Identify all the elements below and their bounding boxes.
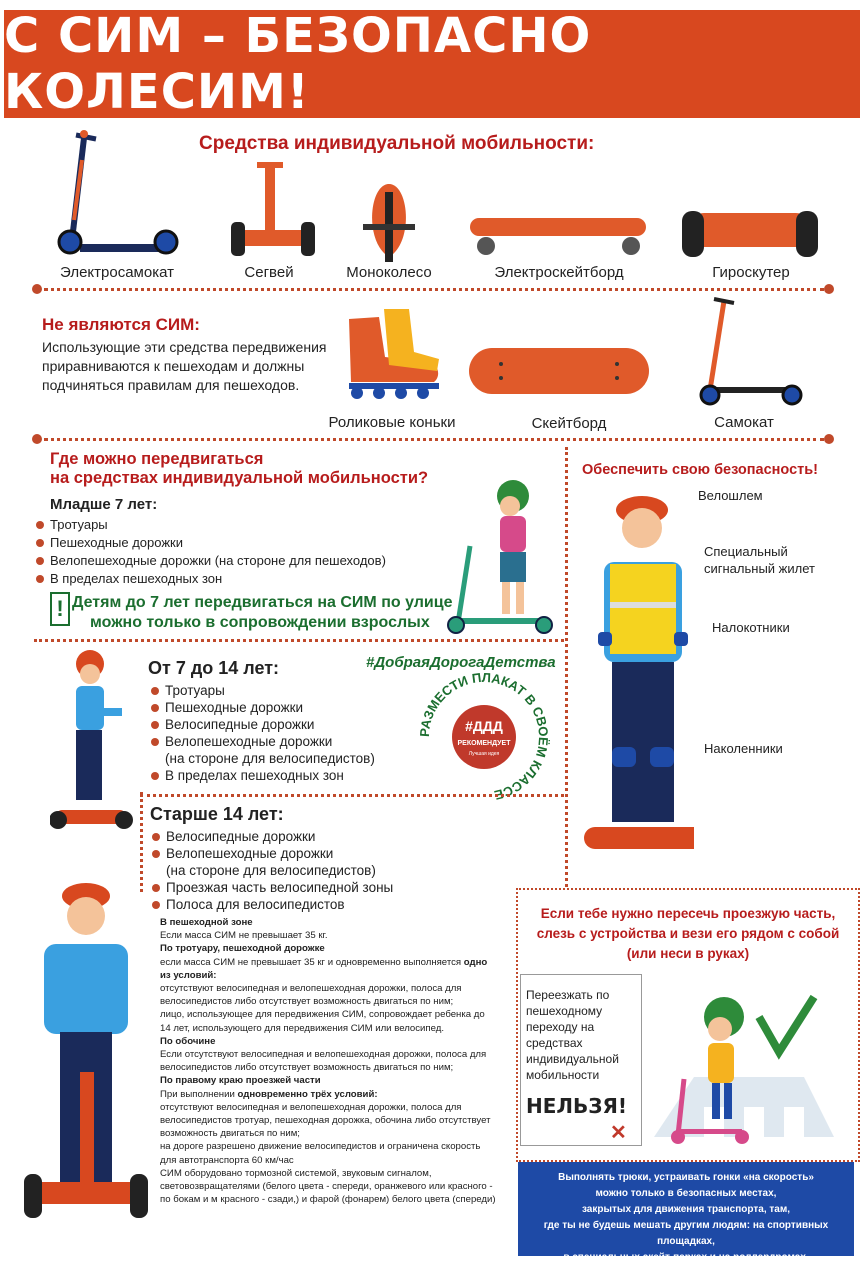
over14-list	[150, 828, 430, 913]
list-item: (на стороне для велосипедистов)	[165, 751, 375, 766]
warning-line2: можно только в сопровождении взрослых	[90, 614, 430, 631]
stamp-center-mid: РЕКОМЕНДУЕТ	[457, 740, 511, 747]
not-sim-label-scooter: Самокат	[714, 414, 774, 431]
sim-label-monowheel: Моноколесо	[346, 264, 432, 281]
not-sim-label-skateboard: Скейтборд	[531, 415, 607, 432]
child-segway-illustration	[50, 650, 136, 840]
sim-label-escooter: Электросамокат	[60, 264, 174, 281]
cross-icon: ✕	[610, 1122, 627, 1144]
age7-14-list	[149, 682, 399, 784]
separator-dot	[32, 284, 42, 294]
over14-heading: Старше 14 лет:	[150, 804, 284, 824]
list-item: В пределах пешеходных зон	[34, 570, 434, 588]
separator-line	[140, 794, 564, 797]
list-item: Велосипедные дорожки	[149, 716, 399, 733]
child-scooter-illustration	[436, 478, 561, 636]
warning-line1: Детям до 7 лет передвигаться на СИМ по улице	[72, 594, 453, 611]
forbidden-label: НЕЛЬЗЯ!	[526, 1094, 627, 1118]
list-item: Велопешеходные дорожки	[149, 733, 399, 750]
monowheel-icon	[359, 182, 419, 262]
rules-text-sidewalk-cond: одно из условий:	[160, 956, 488, 981]
vest-label-line1: Специальный	[704, 544, 788, 559]
where-heading	[50, 450, 428, 488]
rules-heading-roadside: По правому краю проезжей части	[160, 1075, 321, 1087]
recommend-stamp	[414, 667, 554, 807]
kick-scooter-icon	[688, 295, 808, 410]
separator-dot	[824, 434, 834, 444]
skateboard-icon	[467, 344, 652, 399]
helmet-label: Велошлем	[698, 488, 763, 503]
tricks-line1: Выполнять трюки, устраивать гонки «на скорость»	[558, 1172, 814, 1183]
separator-dot	[824, 284, 834, 294]
electric-scooter-icon	[44, 130, 184, 260]
tricks-line5: в специальных скейт-парках и на роллердромах.	[563, 1252, 809, 1263]
adult-hoverboard-illustration	[24, 882, 149, 1232]
warning-text	[72, 593, 453, 633]
roller-skates-icon	[339, 307, 449, 402]
crossing-heading: Если тебе нужно пересечь проезжую часть, слезь с устройства и вези его рядом с собой (или неси в руках)	[536, 906, 840, 961]
list-item: В пределах пешеходных зон	[149, 767, 399, 784]
not-sim-heading: Не являются СИМ:	[42, 315, 200, 334]
vest-label	[704, 543, 815, 577]
rules-text-roadside-c3: СИМ оборудовано тормозной системой, звуковым сигналом, световозвращателями (белого цвета - спереди, оранжевого или красного - по бокам и м красного - сзади,) и фарой (фонарем) белого цвета (спереди)	[160, 1167, 496, 1206]
where-heading-line1: Где можно передвигаться	[50, 450, 264, 468]
poster-title: С СИМ – БЕЗОПАСНО КОЛЕСИМ!	[4, 8, 592, 120]
crossing-card-text: Переезжать по пешеходному переходу на средствах индивидуальной мобильности	[526, 988, 619, 1082]
warning-icon: !	[50, 592, 70, 626]
hoverboard-icon	[680, 207, 820, 262]
rules-text-roadside-cond: одновременно трёх условий:	[237, 1088, 378, 1100]
age7-14-heading: От 7 до 14 лет:	[148, 658, 280, 678]
safety-heading: Обеспечить свою безопасность!	[582, 462, 819, 478]
under7-heading: Младше 7 лет:	[50, 496, 158, 513]
stamp-center-top: #ДДД	[465, 718, 503, 734]
separator-line	[44, 288, 824, 291]
safety-figure-illustration	[574, 492, 694, 862]
tricks-line3: закрытых для движения транспорта, там,	[581, 1204, 791, 1215]
sim-label-segway: Сегвей	[244, 264, 294, 281]
hashtag: #ДобраяДорогаДетства	[366, 654, 556, 671]
list-item: Велопешеходные дорожки (на стороне для пешеходов)	[34, 552, 434, 570]
list-item: Тротуары	[149, 682, 399, 699]
elbow-label: Налокотники	[712, 620, 790, 635]
tricks-line2: можно только в безопасных местах,	[595, 1188, 777, 1199]
list-item: Проезжая часть велосипедной зоны	[150, 879, 430, 896]
rules-heading-pedestrian-zone: В пешеходной зоне	[160, 917, 253, 928]
rules-heading-sidewalk: По тротуару, пешеходной дорожке	[160, 943, 325, 955]
rules-text-pedestrian-zone: Если масса СИМ не превышает 35 кг.	[160, 930, 328, 942]
not-sim-text: Использующие эти средства передвижения приравниваются к пешеходам и должны подчиняться правилам для пешеходов.	[42, 339, 327, 393]
knee-label: Наколенники	[704, 741, 783, 756]
rules-text-sidewalk-c2: лицо, использующее для передвижения СИМ, сопровождает ребенка до 14 лет, использующего для передвижения СИМ или велосипед.	[160, 1009, 485, 1034]
column-divider	[565, 447, 568, 887]
sim-heading: Средства индивидуальной мобильности:	[199, 133, 595, 154]
list-item: Велопешеходные дорожки	[150, 845, 430, 862]
sim-label-hoverboard: Гироскутер	[712, 264, 790, 281]
section-divider	[140, 792, 143, 892]
list-item: (на стороне для велосипедистов)	[166, 863, 376, 878]
title-bar	[4, 10, 860, 118]
rules-text-sidewalk: если масса СИМ не превышает 35 кг и одновременно выполняется	[160, 956, 462, 968]
separator-line	[34, 639, 564, 642]
electric-skateboard-icon	[466, 214, 651, 259]
stamp-ring-text: РАЗМЕСТИ ПЛАКАТ В СВОЁМ КЛАССЕ	[416, 669, 552, 803]
poster	[4, 2, 860, 1272]
rules-text-shoulder: Если отсутствуют велосипедная и велопешеходная дорожки, полоса для велосипедистов либо отсутствует возможность двигаться по ним;	[160, 1049, 487, 1074]
rules-text-roadside: При выполнении	[160, 1088, 235, 1100]
under7-list	[34, 516, 434, 588]
rules-heading-shoulder: По обочине	[160, 1035, 216, 1047]
sim-label-eskateboard: Электроскейтборд	[494, 264, 624, 281]
list-item: Тротуары	[34, 516, 434, 534]
where-heading-line2: на средствах индивидуальной мобильности?	[50, 469, 429, 487]
crossing-illustration	[644, 987, 844, 1147]
separator-dot	[32, 434, 42, 444]
list-item: Пешеходные дорожки	[34, 534, 434, 552]
list-item: Полоса для велосипедистов	[150, 896, 430, 913]
separator-line	[44, 438, 824, 441]
stamp-center-bot: Лучшая идея	[468, 751, 500, 757]
rules-text-sidewalk-c1: отсутствуют велосипедная и велопешеходная дорожки, полоса для велосипедистов либо отсутствует возможность двигаться по ним;	[160, 983, 462, 1008]
vest-label-line2: сигнальный жилет	[704, 561, 815, 576]
rules-text-roadside-c1: отсутствуют велосипедная и велопешеходная дорожки, полоса для велосипедистов тротуар, пешеходная дорожка, обочина либо отсутствует возможность двигаться по ним;	[160, 1101, 491, 1140]
list-item: Пешеходные дорожки	[149, 699, 399, 716]
not-sim-label-rollers: Роликовые коньки	[328, 414, 456, 431]
segway-icon	[229, 160, 319, 260]
rules-block	[160, 916, 498, 1206]
tricks-line4: где ты не будешь мешать другим людям: на спортивных площадках,	[543, 1220, 829, 1247]
tricks-box	[518, 1162, 854, 1263]
rules-text-roadside-c2: на дороге разрешено движение велосипедистов и ограничена скорость для автотранспорта 60 км/час	[160, 1141, 481, 1166]
list-item: Велосипедные дорожки	[150, 828, 430, 845]
